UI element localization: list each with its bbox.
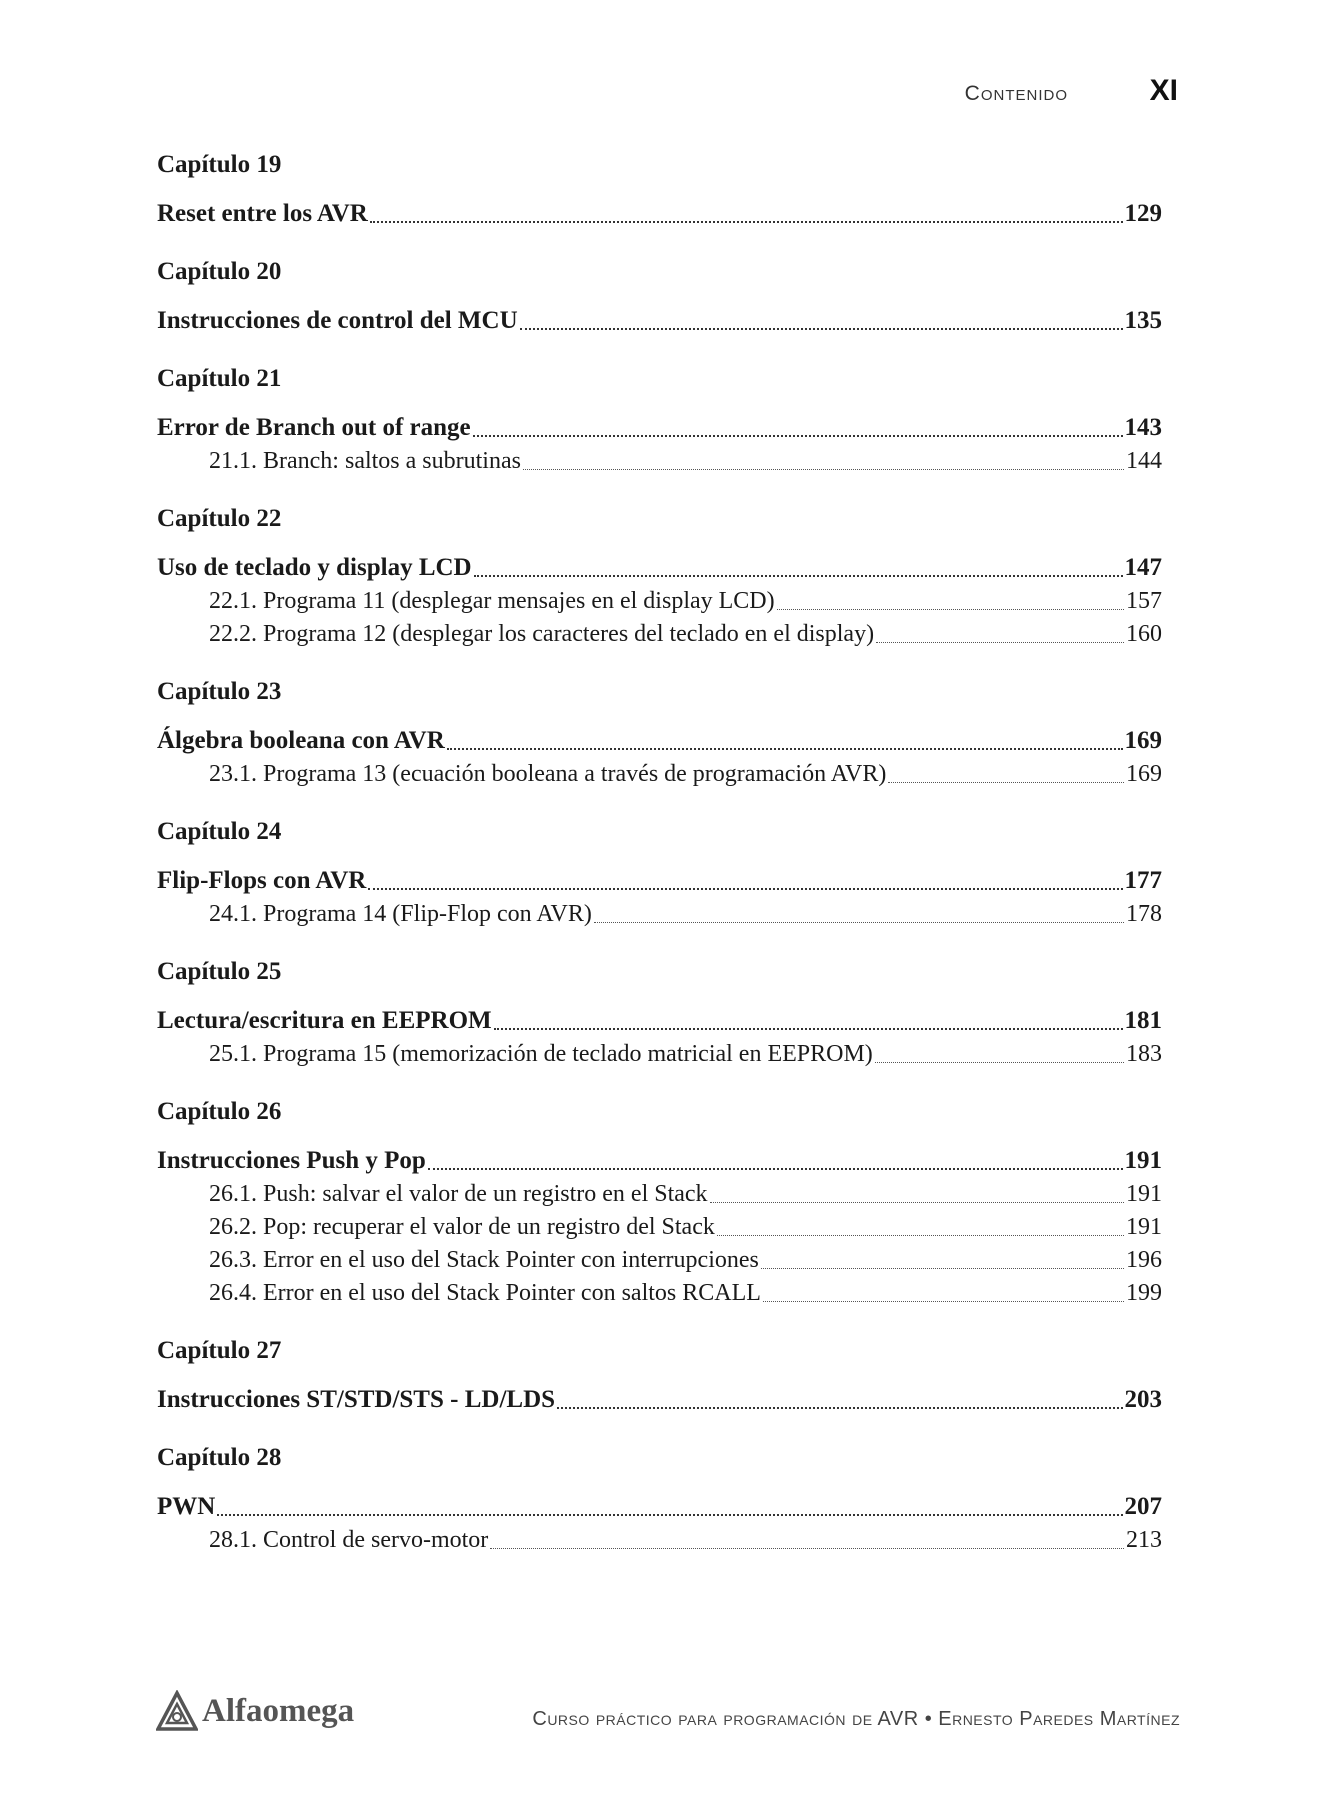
chapter-block xyxy=(157,815,1162,931)
table-of-contents xyxy=(157,148,1162,1581)
chapter-title: Uso de teclado y display LCD xyxy=(157,554,472,581)
chapter-page-number: 169 xyxy=(1124,727,1162,754)
chapter-label: Capítulo 24 xyxy=(157,818,282,845)
dot-leader xyxy=(490,1548,1124,1549)
subsection-title: 26.3. Error en el uso del Stack Pointer con interrupciones xyxy=(209,1247,759,1273)
chapter-label: Capítulo 23 xyxy=(157,678,282,705)
dot-leader xyxy=(523,469,1124,470)
chapter-label: Capítulo 21 xyxy=(157,365,282,392)
dot-leader xyxy=(594,922,1124,923)
chapter-title: Instrucciones ST/STD/STS - LD/LDS xyxy=(157,1386,556,1413)
dot-leader xyxy=(217,1514,1122,1516)
chapter-title-entry xyxy=(157,1383,1162,1417)
chapter-page-number: 143 xyxy=(1124,414,1162,441)
chapter-label: Capítulo 28 xyxy=(157,1444,282,1471)
chapter-label: Capítulo 27 xyxy=(157,1337,282,1364)
chapter-page-number: 181 xyxy=(1124,1007,1162,1034)
chapter-title-entry xyxy=(157,1004,1162,1038)
subsection-entry xyxy=(157,1244,1162,1277)
subsection-page-number: 183 xyxy=(1126,1041,1162,1067)
chapter-page-number: 129 xyxy=(1124,200,1162,227)
chapter-title-entry xyxy=(157,1490,1162,1524)
subsection-page-number: 213 xyxy=(1126,1527,1162,1553)
dot-leader xyxy=(368,888,1122,890)
chapter-title: Reset entre los AVR xyxy=(157,200,368,227)
subsection-page-number: 178 xyxy=(1126,901,1162,927)
subsection-entry xyxy=(157,585,1162,618)
subsection-page-number: 157 xyxy=(1126,588,1162,614)
subsection-title: 24.1. Programa 14 (Flip-Flop con AVR) xyxy=(209,901,592,927)
dot-leader xyxy=(428,1168,1123,1170)
chapter-title-entry xyxy=(157,197,1162,231)
running-head-section: Contenido xyxy=(964,82,1068,105)
chapter-label: Capítulo 22 xyxy=(157,505,282,532)
dot-leader xyxy=(710,1202,1124,1203)
subsection-title: 22.2. Programa 12 (desplegar los caracteres del teclado en el display) xyxy=(209,621,875,647)
chapter-label: Capítulo 19 xyxy=(157,151,282,178)
chapter-page-number: 203 xyxy=(1124,1386,1162,1413)
dot-leader xyxy=(717,1235,1124,1236)
subsection-title: 25.1. Programa 15 (memorización de teclado matricial en EEPROM) xyxy=(209,1041,873,1067)
chapter-block xyxy=(157,255,1162,338)
subsection-title: 26.1. Push: salvar el valor de un registro en el Stack xyxy=(209,1181,708,1207)
chapter-label: Capítulo 26 xyxy=(157,1098,282,1125)
dot-leader xyxy=(777,609,1124,610)
subsection-entry xyxy=(157,758,1162,791)
subsection-title: 22.1. Programa 11 (desplegar mensajes en el display LCD) xyxy=(209,588,775,614)
chapter-label: Capítulo 25 xyxy=(157,958,282,985)
chapter-block xyxy=(157,362,1162,478)
dot-leader xyxy=(474,575,1123,577)
dot-leader xyxy=(875,1062,1124,1063)
chapter-block xyxy=(157,1095,1162,1310)
chapter-title: Flip-Flops con AVR xyxy=(157,867,367,894)
subsection-page-number: 196 xyxy=(1126,1247,1162,1273)
subsection-entry xyxy=(157,1524,1162,1557)
chapter-block xyxy=(157,1441,1162,1557)
dot-leader xyxy=(763,1301,1124,1302)
chapter-block xyxy=(157,148,1162,231)
chapter-title: Error de Branch out of range xyxy=(157,414,471,441)
publisher-logo xyxy=(156,1690,354,1732)
chapter-title: Lectura/escritura en EEPROM xyxy=(157,1007,492,1034)
chapter-title-entry xyxy=(157,1144,1162,1178)
chapter-page-number: 207 xyxy=(1124,1493,1162,1520)
dot-leader xyxy=(370,221,1123,223)
subsection-page-number: 191 xyxy=(1126,1181,1162,1207)
subsection-entry xyxy=(157,618,1162,651)
subsection-title: 28.1. Control de servo-motor xyxy=(209,1527,489,1553)
subsection-entry xyxy=(157,445,1162,478)
chapter-page-number: 147 xyxy=(1124,554,1162,581)
book-title-author: Curso práctico para programación de AVR • Ernesto Paredes Martínez xyxy=(532,1708,1180,1730)
alfaomega-triangle-icon xyxy=(156,1690,198,1732)
dot-leader xyxy=(876,642,1124,643)
subsection-page-number: 191 xyxy=(1126,1214,1162,1240)
subsection-title: 26.2. Pop: recuperar el valor de un registro del Stack xyxy=(209,1214,715,1240)
subsection-entry xyxy=(157,898,1162,931)
dot-leader xyxy=(557,1407,1122,1409)
chapter-title-entry xyxy=(157,304,1162,338)
subsection-page-number: 169 xyxy=(1126,761,1162,787)
publisher-name: Alfaomega xyxy=(202,1692,355,1729)
chapter-block xyxy=(157,675,1162,791)
page-footer xyxy=(156,1690,1180,1740)
chapter-block xyxy=(157,955,1162,1071)
subsection-title: 21.1. Branch: saltos a subrutinas xyxy=(209,448,521,474)
subsection-title: 26.4. Error en el uso del Stack Pointer con saltos RCALL xyxy=(209,1280,761,1306)
subsection-title: 23.1. Programa 13 (ecuación booleana a través de programación AVR) xyxy=(209,761,887,787)
chapter-page-number: 191 xyxy=(1124,1147,1162,1174)
dot-leader xyxy=(761,1268,1124,1269)
dot-leader xyxy=(473,435,1123,437)
chapter-title-entry xyxy=(157,411,1162,445)
subsection-page-number: 199 xyxy=(1126,1280,1162,1306)
dot-leader xyxy=(888,782,1124,783)
subsection-entry xyxy=(157,1277,1162,1310)
chapter-title: Álgebra booleana con AVR xyxy=(157,727,445,754)
page-header xyxy=(156,74,1178,114)
chapter-title-entry xyxy=(157,724,1162,758)
subsection-entry xyxy=(157,1211,1162,1244)
subsection-page-number: 144 xyxy=(1126,448,1162,474)
chapter-title: Instrucciones Push y Pop xyxy=(157,1147,426,1174)
chapter-title: PWN xyxy=(157,1493,216,1520)
chapter-block xyxy=(157,1334,1162,1417)
dot-leader xyxy=(520,328,1123,330)
chapter-page-number: 177 xyxy=(1124,867,1162,894)
subsection-entry xyxy=(157,1038,1162,1071)
subsection-entry xyxy=(157,1178,1162,1211)
chapter-label: Capítulo 20 xyxy=(157,258,282,285)
dot-leader xyxy=(447,748,1123,750)
chapter-title: Instrucciones de control del MCU xyxy=(157,307,518,334)
chapter-page-number: 135 xyxy=(1124,307,1162,334)
chapter-block xyxy=(157,502,1162,651)
page-number: XI xyxy=(1149,74,1178,107)
chapter-title-entry xyxy=(157,864,1162,898)
subsection-page-number: 160 xyxy=(1126,621,1162,647)
dot-leader xyxy=(494,1028,1123,1030)
chapter-title-entry xyxy=(157,551,1162,585)
